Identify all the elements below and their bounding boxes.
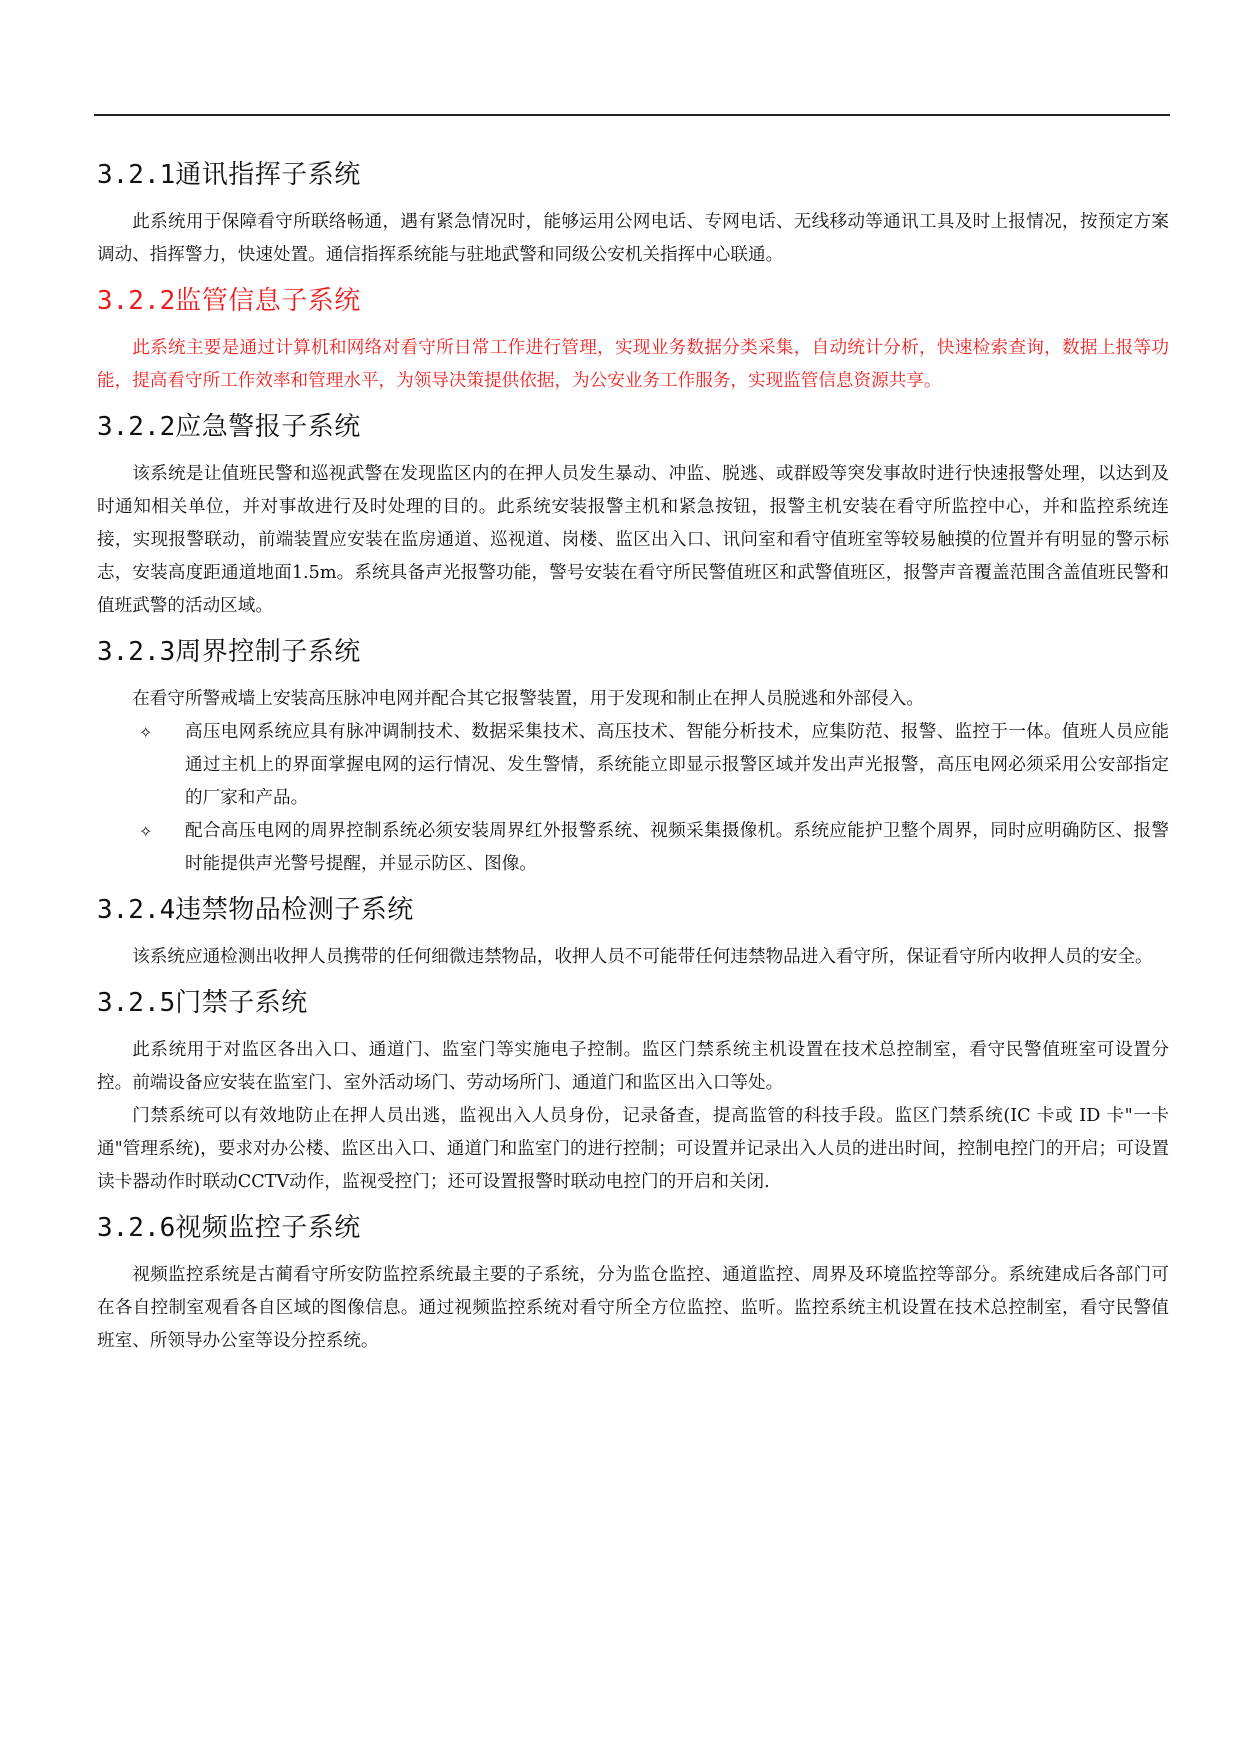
section-heading — [97, 410, 1169, 444]
section-title: 应急警报子系统 — [175, 412, 361, 442]
section-title: 违禁物品检测子系统 — [175, 895, 414, 925]
section-heading — [97, 284, 1169, 318]
section-number: 3.2.2 — [97, 412, 176, 442]
diamond-bullet-icon: ✧ — [139, 822, 153, 841]
section-heading — [97, 986, 1169, 1020]
section-contraband-detection — [97, 893, 1169, 974]
section-heading — [97, 158, 1169, 192]
diamond-bullet-icon: ✧ — [139, 723, 153, 742]
section-perimeter-control — [97, 635, 1169, 881]
section-title: 周界控制子系统 — [175, 637, 361, 667]
bullet-list — [97, 716, 1169, 881]
section-heading — [97, 1211, 1169, 1245]
section-number: 3.2.3 — [97, 637, 176, 667]
section-emergency-alarm — [97, 410, 1169, 623]
paragraph: 该系统是让值班民警和巡视武警在发现监区内的在押人员发生暴动、冲监、脱逃、或群殴等突发事故时进行快速报警处理，以达到及时通知相关单位，并对事故进行及时处理的目的。此系统安装报警主机和紧急按钮，报警主机安装在看守所监控中心，并和监控系统连接，实现报警联动，前端装置应安装在监房通道、巡视道、岗楼、监区出入口、讯问室和看守值班室等较易触摸的位置并有明显的警示标志，安装高度距通道地面1.5m。系统具备声光报警功能，警号安装在看守所民警值班区和武警值班区，报警声音覆盖范围含盖值班民警和值班武警的活动区域。 — [97, 464, 1169, 616]
section-number: 3.2.1 — [97, 160, 176, 190]
paragraph: 该系统应通检测出收押人员携带的任何细微违禁物品，收押人员不可能带任何违禁物品进入看守所，保证看守所内收押人员的安全。 — [132, 947, 1153, 967]
section-number: 3.2.5 — [97, 988, 176, 1018]
section-number: 3.2.4 — [97, 895, 176, 925]
section-communication-command — [97, 158, 1169, 272]
section-heading — [97, 635, 1169, 669]
paragraph: 此系统用于保障看守所联络畅通，遇有紧急情况时，能够运用公网电话、专网电话、无线移动等通讯工具及时上报情况，按预定方案调动、指挥警力，快速处置。通信指挥系统能与驻地武警和同级公安机关指挥中心联通。 — [97, 212, 1169, 265]
section-title: 通讯指挥子系统 — [175, 160, 361, 190]
document-body — [97, 158, 1169, 1370]
section-title: 门禁子系统 — [175, 988, 308, 1018]
bullet-item — [97, 815, 1169, 881]
paragraph: 门禁系统可以有效地防止在押人员出逃，监视出入人员身份，记录备查，提高监管的科技手段。监区门禁系统(IC 卡或 ID 卡"一卡通"管理系统)，要求对办公楼、监区出入口、通道门和监室门的进行控制；可设置并记录出入人员的进出时间，控制电控门的开启；可设置读卡器动作时联动CCTV动作，监视受控门；还可设置报警时联动电控门的开启和关闭. — [97, 1106, 1169, 1192]
section-title: 监管信息子系统 — [175, 286, 361, 316]
section-number: 3.2.6 — [97, 1213, 176, 1243]
paragraph: 在看守所警戒墙上安装高压脉冲电网并配合其它报警装置，用于发现和制止在押人员脱逃和外部侵入。 — [132, 689, 924, 709]
paragraph: 此系统用于对监区各出入口、通道门、监室门等实施电子控制。监区门禁系统主机设置在技术总控制室，看守民警值班室可设置分控。前端设备应安装在监室门、室外活动场门、劳动场所门、通道门和监区出入口等处。 — [97, 1040, 1169, 1093]
paragraph: 视频监控系统是古蔺看守所安防监控系统最主要的子系统，分为监仓监控、通道监控、周界及环境监控等部分。系统建成后各部门可在各自控制室观看各自区域的图像信息。通过视频监控系统对看守所全方位监控、监听。监控系统主机设置在技术总控制室，看守民警值班室、所领导办公室等设分控系统。 — [97, 1265, 1169, 1351]
section-video-surveillance — [97, 1211, 1169, 1358]
bullet-item — [97, 716, 1169, 815]
section-heading — [97, 893, 1169, 927]
section-supervision-info — [97, 284, 1169, 398]
bullet-text: 配合高压电网的周界控制系统必须安装周界红外报警系统、视频采集摄像机。系统应能护卫整个周界，同时应明确防区、报警时能提供声光警号提醒，并显示防区、图像。 — [185, 821, 1169, 874]
paragraph: 此系统主要是通过计算机和网络对看守所日常工作进行管理，实现业务数据分类采集，自动统计分析，快速检索查询，数据上报等功能，提高看守所工作效率和管理水平，为领导决策提供依据，为公安业务工作服务，实现监管信息资源共享。 — [97, 338, 1169, 391]
section-number: 3.2.2 — [97, 286, 176, 316]
section-access-control — [97, 986, 1169, 1199]
bullet-text: 高压电网系统应具有脉冲调制技术、数据采集技术、高压技术、智能分析技术，应集防范、报警、监控于一体。值班人员应能通过主机上的界面掌握电网的运行情况、发生警情，系统能立即显示报警区域并发出声光报警，高压电网必须采用公安部指定的厂家和产品。 — [185, 722, 1169, 808]
section-title: 视频监控子系统 — [175, 1213, 361, 1243]
header-rule — [94, 114, 1170, 116]
